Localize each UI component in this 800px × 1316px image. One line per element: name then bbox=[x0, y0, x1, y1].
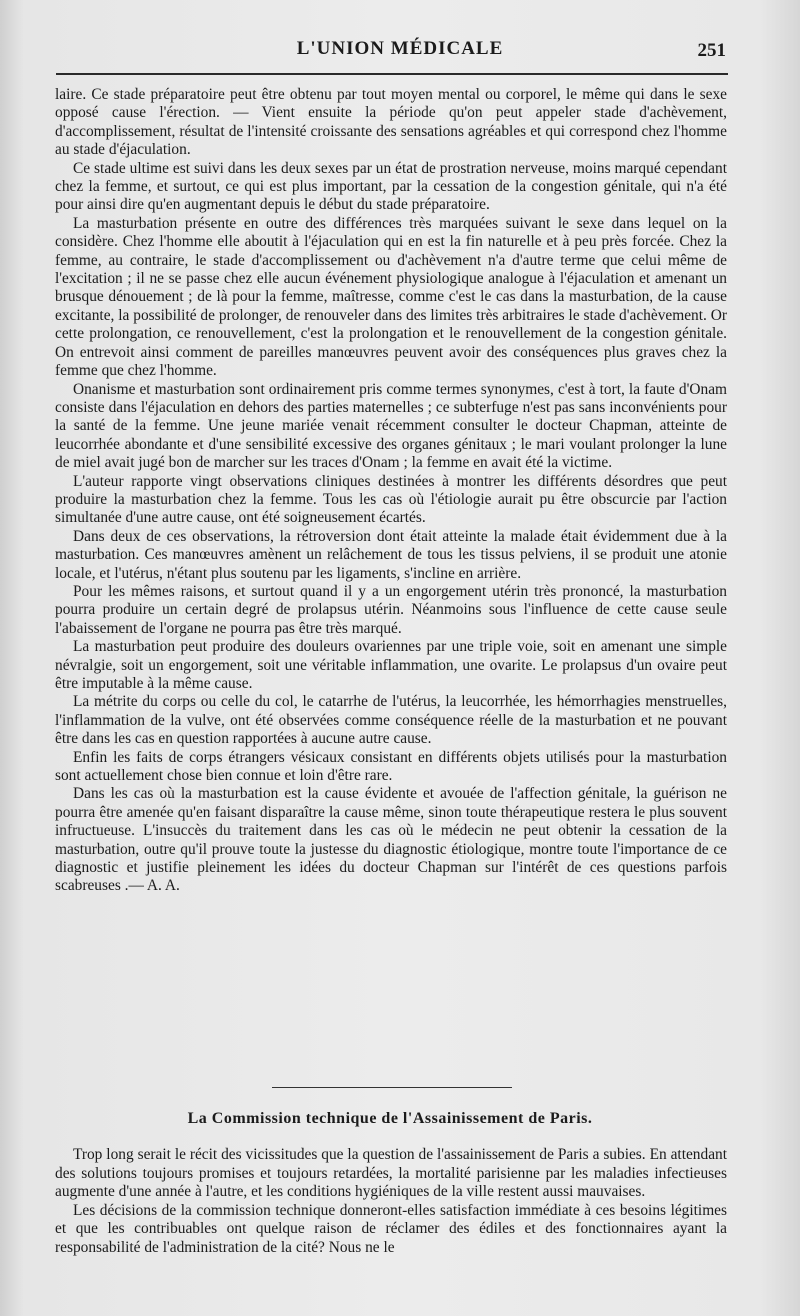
paragraph: L'auteur rapporte vingt observations cliniques destinées à montrer les différents désordres que peut produire la masturbation chez la femme. Tous les cas où l'étiologie aurait pu être obscurcie par l'action simultanée d'une autre cause, ont été soigneusement écartés. bbox=[55, 472, 727, 527]
paragraph: laire. Ce stade préparatoire peut être obtenu par tout moyen mental ou corporel, le même qui dans le sexe opposé cause l'érection. — Vient ensuite la période qu'on peut appeler stade d'achèvement, d'accomplissement, résultat de l'intensité croissante des sensations agréables et qui correspond chez l'homme au stade d'éjaculation. bbox=[55, 86, 727, 159]
second-article-body bbox=[55, 1146, 727, 1258]
paragraph: Onanisme et masturbation sont ordinairement pris comme termes synonymes, c'est à tort, la faute d'Onam consiste dans l'éjaculation en dehors des parties maternelles ; ce subterfuge n'est pas sans inconvénients pour la santé de la femme. Une jeune mariée venait récemment consulter le docteur Chapman, atteinte de leucorrhée abondante et d'une sensibilité excessive des organes génitaux ; le mari voulant prolonger la lune de miel avait jugé bon de marcher sur les traces d'Onam ; la femme en avait été la victime. bbox=[55, 380, 727, 472]
page-header bbox=[0, 38, 800, 68]
paragraph: Enfin les faits de corps étrangers vésicaux consistant en différents objets utilisés pour la masturbation sont actuellement chose bien connue et loin d'être rare. bbox=[55, 748, 727, 785]
paragraph: Dans les cas où la masturbation est la cause évidente et avouée de l'affection génitale, la guérison ne pourra être amenée qu'en faisant disparaître la cause même, sinon toute thérapeutique restera le plus souvent infructueuse. L'insuccès du traitement dans les cas où le médecin ne peut obtenir la cessation de la masturbation, outre qu'il prouve toute la justesse du diagnostic étiologique, montre toute l'importance de ce diagnostic et justifie pleinement les idées du docteur Chapman sur l'intérêt de ces questions parfois scabreuses .— A. A. bbox=[55, 785, 727, 895]
header-rule bbox=[56, 73, 728, 75]
paragraph: La métrite du corps ou celle du col, le catarrhe de l'utérus, la leucorrhée, les hémorrhagies menstruelles, l'inflammation de la vulve, ont été observées comme conséquence réelle de la masturbation et ne pouvant être dans les cas en question rapportées à aucune autre cause. bbox=[55, 693, 727, 748]
paragraph: Ce stade ultime est suivi dans les deux sexes par un état de prostration nerveuse, moins marqué cependant chez la femme, et surtout, ce qui est plus important, par la cessation de la congestion génitale, qui n'a été pour ainsi dire qu'en augmentant depuis le début du stade préparatoire. bbox=[55, 159, 727, 214]
paragraph: Les décisions de la commission technique donneront-elles satisfaction immédiate à ces besoins légitimes et que les contribuables ont quelque raison de réclamer des édiles et des fonctionnaires ayant la responsabilité de l'administration de la cité? Nous ne le bbox=[55, 1201, 727, 1256]
article-body bbox=[55, 86, 727, 896]
page-number: 251 bbox=[697, 40, 726, 61]
section-title: La Commission technique de l'Assainissement de Paris. bbox=[187, 1110, 593, 1127]
running-title: L'UNION MÉDICALE bbox=[296, 38, 504, 59]
paragraph: La masturbation peut produire des douleurs ovariennes par une triple voie, soit en amenant une simple névralgie, soit un engorgement, soit une véritable inflammation, une ovarite. Le prolapsus d'un ovaire peut être imputable à la même cause. bbox=[55, 638, 727, 692]
paragraph: Pour les mêmes raisons, et surtout quand il y a un engorgement utérin très prononcé, la masturbation pourra produire un certain degré de prolapsus utérin. Néanmoins sous l'influence de cette cause seule l'abaissement de l'organe ne pourra pas être très marqué. bbox=[55, 582, 727, 637]
paragraph: Dans deux de ces observations, la rétroversion dont était atteinte la malade était évidemment due à la masturbation. Ces manœuvres amènent un relâchement de tous les tissus pelviens, il se produit une atonie locale, et l'utérus, n'étant plus soutenu par les ligaments, s'incline en arrière. bbox=[55, 527, 727, 582]
paragraph: Trop long serait le récit des vicissitudes que la question de l'assainissement de Paris a subies. En attendant des solutions toujours promises et toujours retardées, la mortalité parisienne par les maladies infectieuses augmente d'une année à l'autre, et les conditions hygiéniques de la ville restent aussi mauvaises. bbox=[55, 1146, 727, 1201]
paragraph: La masturbation présente en outre des différences très marquées suivant le sexe dans lequel on la considère. Chez l'homme elle aboutit à l'éjaculation qui en est la fin naturelle et à peu près forcée. Chez la femme, au contraire, le stade d'accomplissement ou d'achèvement n'a d'autre terme que celui même de l'excitation ; il ne se passe chez elle aucun événement physiologique analogue à l'éjaculation et amenant un brusque dénouement ; de là pour la femme, maîtresse, comme c'est le cas dans la masturbation, de la cause excitante, la possibilité de prolonger, de renouveler dans des limites très arbitraires le stade d'achèvement. Or cette prolongation, ce renouvellement, c'est la prolongation et le renouvellement de la congestion génitale. On entrevoit ainsi comment de pareilles manœuvres peuvent avoir des conséquences plus graves chez la femme que chez l'homme. bbox=[55, 214, 727, 380]
section-separator bbox=[272, 1087, 512, 1088]
